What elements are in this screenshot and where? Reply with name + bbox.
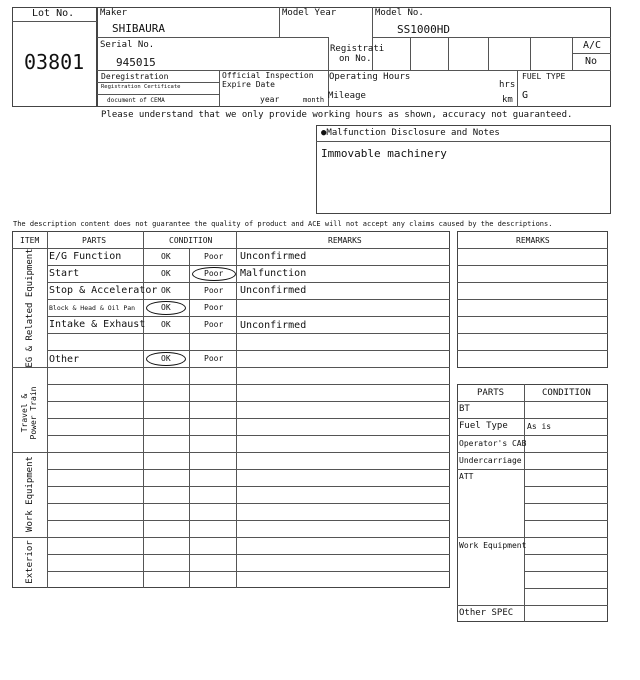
col-condition: CONDITION xyxy=(169,236,213,245)
section-eg: EG & Related Equipment xyxy=(25,248,35,368)
remark-row-5: Unconfirmed xyxy=(240,320,307,331)
deregistration-label: Deregistration xyxy=(101,72,169,81)
part-other: Other xyxy=(49,354,80,365)
inspection-label-2: Expire Date xyxy=(222,80,275,89)
ac-label: A/C xyxy=(583,40,602,51)
maker-value: SHIBAURA xyxy=(112,22,165,35)
cema-label: document of CEMA xyxy=(107,97,165,104)
section-travel: Travel & Power Train xyxy=(20,386,38,440)
ac-value: No xyxy=(585,56,598,67)
registration-cert-label: Registration Certificate xyxy=(101,84,181,90)
lot-no-value: 03801 xyxy=(24,50,85,74)
right-undercarriage: Undercarriage xyxy=(459,456,522,465)
right-remarks-header: REMARKS xyxy=(516,236,550,245)
col-remarks: REMARKS xyxy=(328,236,362,245)
lot-no-label: Lot No. xyxy=(32,8,75,19)
registration-label-1: Registrati xyxy=(330,44,385,54)
malfunction-text: Immovable machinery xyxy=(321,147,447,160)
col-item: ITEM xyxy=(20,236,40,245)
month-label: month xyxy=(303,96,325,104)
ok-label: OK xyxy=(161,320,171,329)
ok-label: OK xyxy=(161,303,171,312)
mileage-label: Mileage xyxy=(328,91,366,101)
poor-label: Poor xyxy=(204,354,224,363)
part-intake-exhaust: Intake & Exhaust xyxy=(49,319,146,330)
model-no-label: Model No. xyxy=(375,8,424,18)
ok-label: OK xyxy=(161,252,171,261)
maker-label: Maker xyxy=(100,8,128,18)
right-other-spec: Other SPEC xyxy=(459,608,514,618)
poor-label: Poor xyxy=(204,269,224,278)
poor-label: Poor xyxy=(204,320,224,329)
right-fuel-type: Fuel Type xyxy=(459,421,508,431)
disclaimer-text: The description content does not guarantee the quality of product and ACE will not accept any claims caused by the descriptions. xyxy=(13,220,553,228)
operating-hours-label: Operating Hours xyxy=(329,72,411,82)
remark-row-3: Unconfirmed xyxy=(240,285,307,296)
right-col-parts: PARTS xyxy=(477,388,505,398)
part-eg-function: E/G Function xyxy=(49,251,122,262)
inspection-label-1: Official Inspection xyxy=(222,71,314,80)
right-bt: BT xyxy=(459,404,470,414)
right-fuel-cond: As is xyxy=(527,422,552,431)
malfunction-title: ●Malfunction Disclosure and Notes xyxy=(321,128,500,138)
ok-label: OK xyxy=(161,286,171,295)
part-block-head-oil-pan: Block & Head & Oil Pan xyxy=(49,304,136,312)
right-work-equipment: Work Equipment xyxy=(459,541,527,550)
ok-label: OK xyxy=(161,354,171,363)
remark-row-1: Unconfirmed xyxy=(240,251,307,262)
right-operators-cab: Operator's CAB xyxy=(459,439,527,448)
fuel-type-label: FUEL TYPE xyxy=(522,72,566,81)
right-att: ATT xyxy=(459,472,474,481)
registration-label-2: on No. xyxy=(339,54,372,64)
ok-circle-mark xyxy=(146,301,186,315)
section-exterior: Exterior xyxy=(25,540,35,584)
km-label: km xyxy=(502,95,513,105)
model-no-value: SS1000HD xyxy=(397,23,450,36)
malfunction-box xyxy=(316,125,611,214)
model-year-label: Model Year xyxy=(282,8,337,18)
section-work: Work Equipment xyxy=(25,456,35,532)
remark-row-2: Malfunction xyxy=(240,268,307,279)
hrs-label: hrs xyxy=(499,80,516,90)
part-stop-accelerator: Stop & Accelerator xyxy=(49,285,158,296)
poor-circle-mark xyxy=(192,267,236,281)
fuel-type-value: G xyxy=(522,90,529,101)
part-start: Start xyxy=(49,268,80,279)
poor-label: Poor xyxy=(204,286,224,295)
serial-no-label: Serial No. xyxy=(100,40,155,50)
col-parts: PARTS xyxy=(82,236,107,245)
notice-text: Please understand that we only provide working hours as shown, accuracy not guaranteed. xyxy=(101,110,573,120)
poor-label: Poor xyxy=(204,303,224,312)
ok-circle-mark xyxy=(146,352,186,366)
ok-label: OK xyxy=(161,269,171,278)
poor-label: Poor xyxy=(204,252,224,261)
right-col-condition: CONDITION xyxy=(542,388,591,398)
year-label: year xyxy=(260,95,280,104)
serial-no-value: 945015 xyxy=(116,56,156,69)
